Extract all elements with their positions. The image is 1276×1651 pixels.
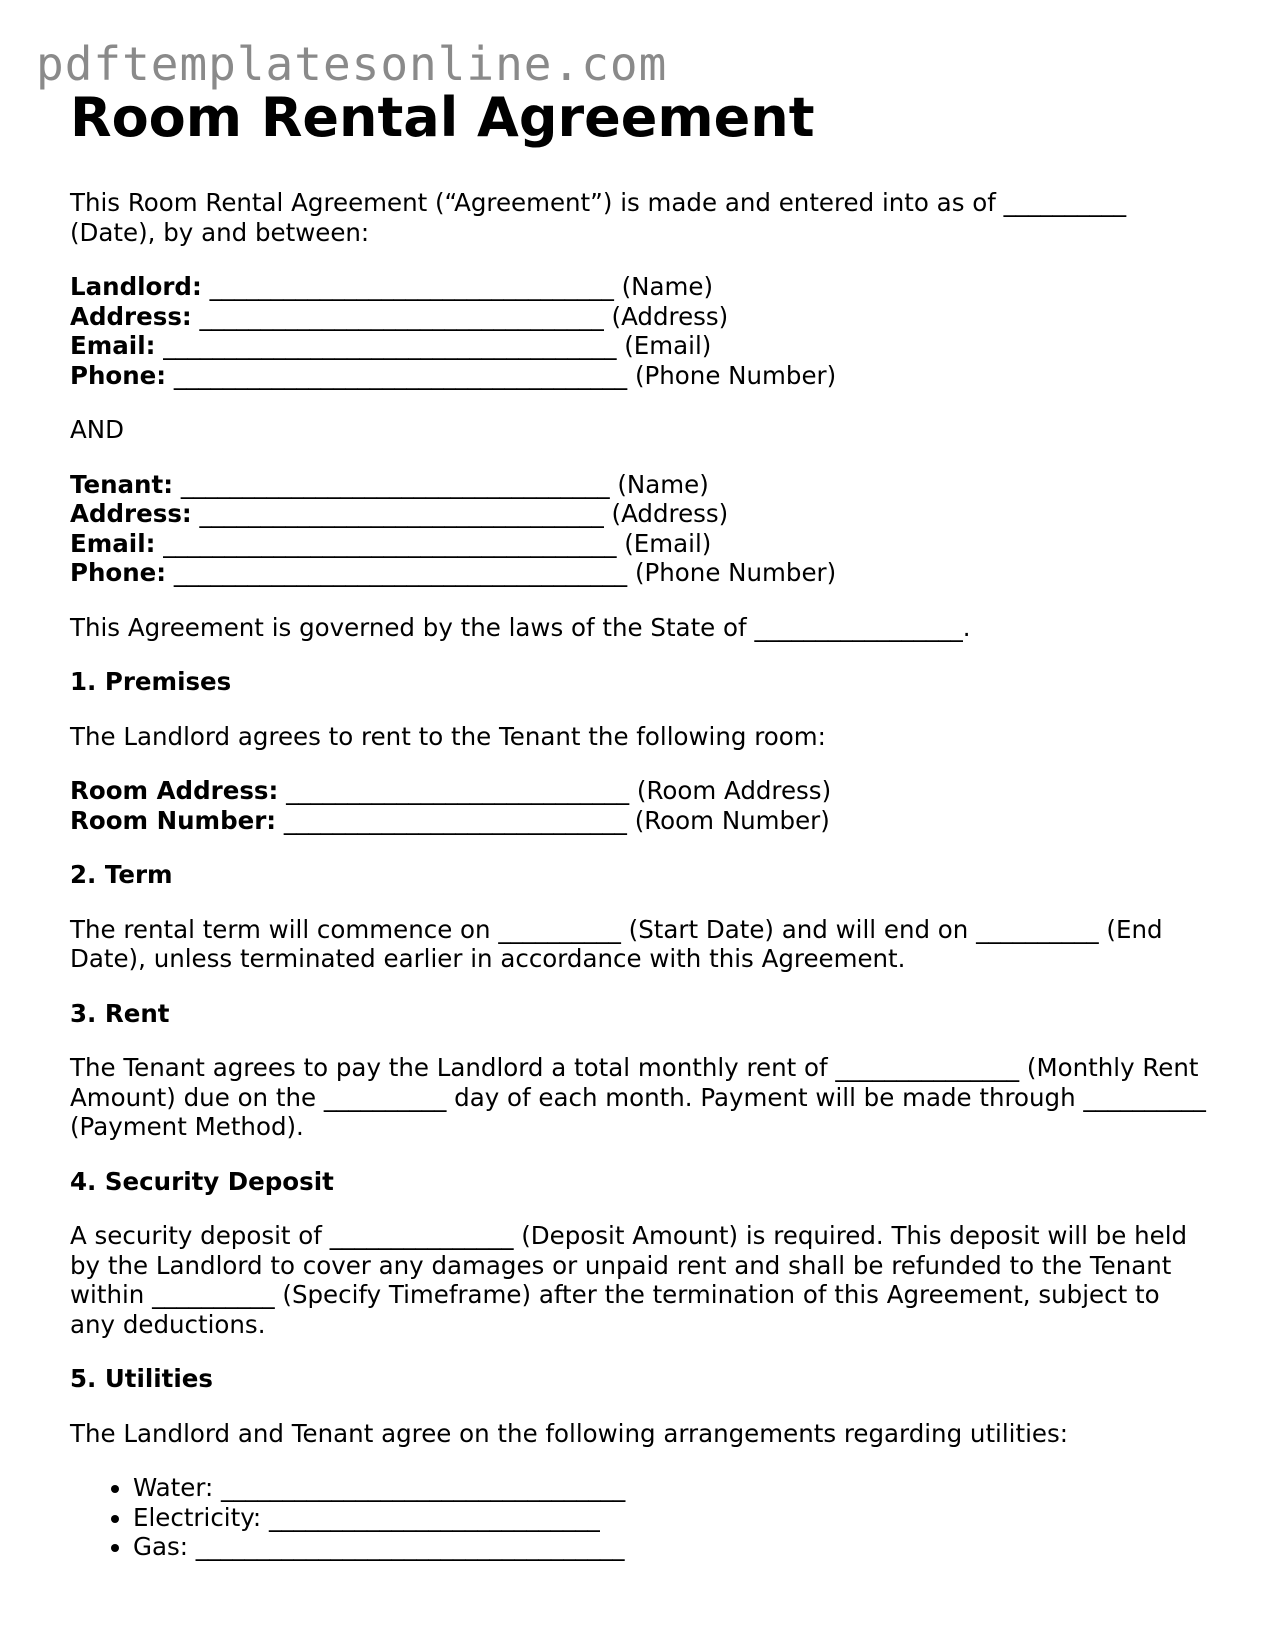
field-label: Email:	[70, 528, 156, 558]
watermark: pdftemplatesonline.com	[36, 37, 668, 91]
landlord-phone-row	[70, 361, 1210, 391]
tenant-email-row	[70, 529, 1210, 559]
intro-paragraph: This Room Rental Agreement (“Agreement”) is made and entered into as of __________ (Date), by and between:	[70, 188, 1127, 247]
room-address-row	[70, 776, 1210, 806]
tenant-phone-row	[70, 558, 1210, 588]
blank-line: _____________________________________	[173, 558, 628, 587]
utilities-heading: 5. Utilities	[70, 1364, 213, 1393]
term-heading: 2. Term	[70, 860, 173, 889]
and-text: AND	[70, 415, 124, 444]
rent-heading: 3. Rent	[70, 998, 170, 1028]
document	[70, 86, 1210, 1587]
field-hint: (Room Address)	[636, 776, 832, 805]
field-hint: (Phone Number)	[634, 360, 837, 390]
field-label: Room Address:	[70, 776, 279, 805]
blank-line: ____________________________	[286, 776, 630, 805]
utility-gas-item: • Gas: ___________________________________	[133, 1532, 1210, 1562]
blank-line: _________________________________	[199, 301, 604, 331]
utilities-paragraph: The Landlord and Tenant agree on the following arrangements regarding utilities:	[70, 1418, 1068, 1448]
tenant-block	[70, 470, 1210, 588]
field-hint: (Address)	[611, 301, 729, 331]
field-label: Phone:	[70, 558, 167, 587]
landlord-name-row	[70, 272, 1210, 302]
landlord-email-row	[70, 331, 1210, 361]
field-label: Phone:	[70, 360, 167, 390]
blank-line: _________________________________	[199, 499, 604, 528]
blank-line: ____________________________	[283, 805, 627, 835]
premises-fields	[70, 776, 1210, 835]
blank-line: _____________________________________	[173, 360, 628, 390]
premises-heading: 1. Premises	[70, 667, 232, 696]
blank-line: _____________________________________	[163, 331, 617, 360]
field-hint: (Phone Number)	[634, 558, 837, 587]
premises-paragraph: The Landlord agrees to rent to the Tenant the following room:	[70, 721, 826, 751]
field-label: Address:	[70, 499, 192, 528]
blank-line: ___________________________________	[180, 469, 610, 499]
field-hint: (Room Number)	[634, 805, 830, 835]
security-deposit-heading: 4. Security Deposit	[70, 1166, 334, 1196]
utility-electricity-item: • Electricity: ___________________________	[133, 1503, 1210, 1533]
utilities-list	[70, 1473, 1210, 1562]
field-label: Landlord:	[70, 272, 202, 301]
tenant-address-row	[70, 499, 1210, 529]
field-hint: (Email)	[624, 331, 712, 360]
term-paragraph: The rental term will commence on __________ (Start Date) and will end on __________ (End Date), unless terminated earlier in accordance with this Agreement.	[70, 914, 1163, 973]
field-hint: (Address)	[611, 499, 729, 528]
tenant-name-row	[70, 470, 1210, 500]
field-label: Room Number:	[70, 805, 277, 835]
document-title: Room Rental Agreement	[70, 86, 815, 149]
security-deposit-paragraph: A security deposit of _______________ (Deposit Amount) is required. This deposit will be held by the Landlord to cover any damages or unpaid rent and shall be refunded to the Tenant within __________ (Specify Timeframe) after the termination of this Agreement, subject to any deductions.	[70, 1221, 1188, 1339]
governing-law-paragraph: This Agreement is governed by the laws of the State of _________________.	[70, 612, 971, 642]
rent-paragraph: The Tenant agrees to pay the Landlord a total monthly rent of _______________ (Monthly Rent Amount) due on the __________ day of each month. Payment will be made through __________ (Payment Method).	[70, 1053, 1206, 1141]
landlord-address-row	[70, 302, 1210, 332]
field-hint: (Email)	[624, 528, 712, 558]
field-hint: (Name)	[621, 272, 714, 301]
field-label: Address:	[70, 301, 192, 331]
landlord-block	[70, 272, 1210, 390]
utility-water-item: • Water: _________________________________	[133, 1473, 1210, 1503]
blank-line: _____________________________________	[163, 528, 617, 558]
field-label: Email:	[70, 331, 156, 360]
field-hint: (Name)	[617, 469, 709, 499]
blank-line: _________________________________	[209, 272, 614, 301]
room-number-row	[70, 806, 1210, 836]
field-label: Tenant:	[70, 469, 174, 499]
